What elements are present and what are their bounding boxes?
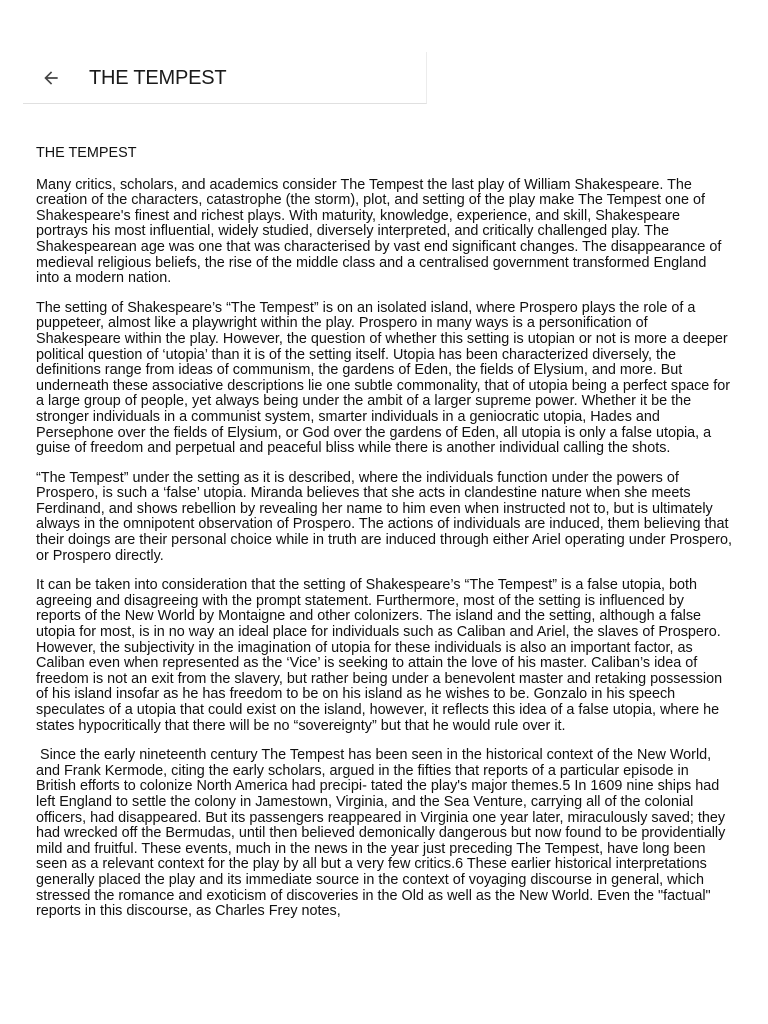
app-bar	[23, 52, 427, 104]
page-title: THE TEMPEST	[89, 67, 227, 89]
back-button[interactable]	[37, 64, 65, 92]
paragraph-5: Since the early nineteenth century The Tempest has been seen in the historical context of the New World, and Frank Kermode, citing the early scholars, argued in the fifties that reports of a particular episode in British efforts to colonize North America had precipi- tated the play's major themes.5 In 1609 nine ships had left England to settle the colony in Jamestown, Virginia, and the Sea Venture, carrying all of the colonial officers, had disappeared. But its passengers reappeared in Virginia one year later, miraculously saved; they had wrecked off the Bermudas, until then believed demonically dangerous but now found to be providentially mild and fruitful. These events, much in the news in the year just preceding The Tempest, have long been seen as a relevant context for the play by all but a very few critics.6 These earlier historical interpretations generally placed the play and its immediate source in the context of voyaging discourse in general, which stressed the romance and exoticism of discoveries in the Old as well as the New World. Even the "factual" reports in this discourse, as Charles Frey notes,	[36, 747, 730, 920]
document-body	[36, 145, 736, 934]
arrow-left-icon	[41, 68, 61, 88]
paragraph-1: Many critics, scholars, and academics consider The Tempest the last play of William Shakespeare. The creation of the characters, catastrophe (the storm), plot, and setting of the play make The Tempest one of Shakespeare's finest and richest plays. With maturity, knowledge, experience, and skill, Shakespeare portrays his most influential, widely studied, diversely interpreted, and critically challenged play. The Shakespearean age was one that was characterised by vast end significant changes. The disappearance of medieval religious beliefs, the rise of the middle class and a centralised government transformed England into a modern nation.	[36, 176, 726, 287]
paragraph-4: It can be taken into consideration that the setting of Shakespeare’s “The Tempest” is a false utopia, both agreeing and disagreeing with the prompt statement. Furthermore, most of the setting is influenced by reports of the New World by Montaigne and other colonizers. The island and the setting, although a false utopia for most, is in no way an ideal place for individuals such as Caliban and Ariel, the slaves of Prospero. However, the subjectivity in the imagination of utopia for these individuals is also an important factor, as Caliban even when represented as the ‘Vice’ is seeking to attain the love of his master. Caliban’s idea of freedom is not an exit from the slavery, but rather being under a benevolent master and retaking possession of his island insofar as he has freedom to be on his island as he wishes to be. Gonzalo in his speech speculates of a utopia that could exist on the island, however, it reflects this idea of a false utopia, where he states hypocritically that there will be no “sovereignty” but that he would rule over it.	[36, 577, 727, 734]
paragraph-2: The setting of Shakespeare’s “The Tempest” is on an isolated island, where Prospero plays the role of a puppeteer, almost like a playwright within the play. Prospero in many ways is a personification of Shakespeare within the play. However, the question of whether this setting is utopian or not is more a deeper political question of ‘utopia’ than it is of the setting itself. Utopia has been characterized diversely, the definitions range from ideas of communism, the gardens of Eden, the fields of Elysium, and more. But underneath these associative descriptions lie one subtle commonality, that of utopia being a perfect space for a large group of people, yet always being under the ambit of a larger supreme power. Whether it be the stronger individuals in a communist system, smarter individuals in a geniocratic utopia, Hades and Persephone over the fields of Elysium, or God over the gardens of Eden, all utopia is only a false utopia, a guise of freedom and perpetual and peaceful bliss while there is another individual calling the shots.	[36, 299, 735, 457]
document-heading: THE TEMPEST	[36, 145, 137, 161]
paragraph-3: “The Tempest” under the setting as it is described, where the individuals function under the powers of Prospero, is such a ‘false’ utopia. Miranda believes that she acts in clandestine nature when she meets Ferdinand, and shows rebellion by revealing her name to him even when instructed not to, but is ultimately always in the omnipotent observation of Prospero. The actions of individuals are induced, them believing that their doings are their personal choice while in truth are induced through either Ariel operating under Prospero, or Prospero directly.	[36, 469, 736, 564]
